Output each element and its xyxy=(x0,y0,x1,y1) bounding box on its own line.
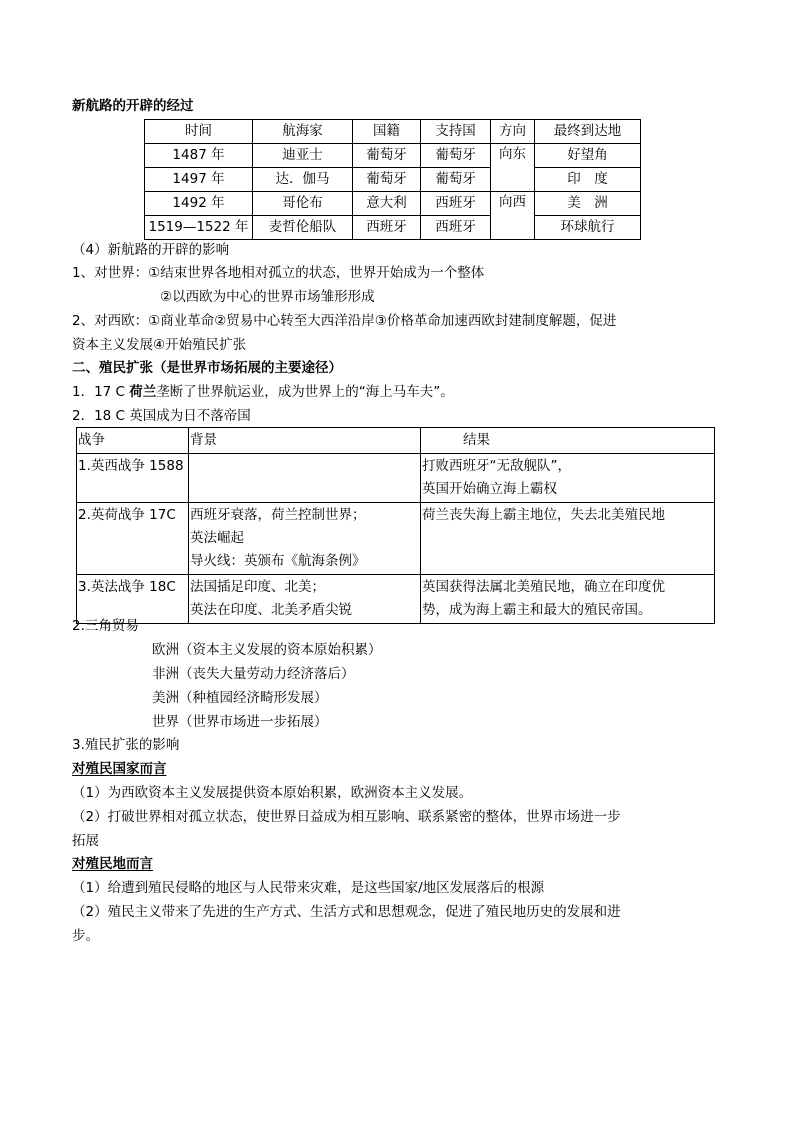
cell-war: 2.英荷战争 17C xyxy=(77,503,189,575)
colony-point-1: （1）给遭到殖民侵略的地区与人民带来灾难，是这些国家/地区发展落后的根源 xyxy=(72,880,545,896)
result-line: 势，成为海上霸主和最大的殖民帝国。 xyxy=(422,602,652,618)
background-line: 英法崛起 xyxy=(190,530,244,546)
cell-direction-west: 向西 xyxy=(491,192,535,240)
cell-destination: 好望角 xyxy=(535,144,641,168)
cell-nationality: 西班牙 xyxy=(353,216,421,240)
cell-navigator: 达．伽马 xyxy=(253,168,353,192)
header-result: 结果 xyxy=(421,428,715,454)
result-line: 荷兰丧失海上霸主地位，失去北美殖民地 xyxy=(422,507,665,523)
cell-nationality: 葡萄牙 xyxy=(353,168,421,192)
cell-destination: 印 度 xyxy=(535,168,641,192)
colonizer-point-2-line2: 拓展 xyxy=(72,833,99,849)
cell-time: 1497 年 xyxy=(145,168,253,192)
list-item: 世界（世界市场进一步拓展） xyxy=(152,714,328,730)
cell-sponsor: 葡萄牙 xyxy=(421,144,491,168)
impact-world-line xyxy=(72,267,484,281)
table-row xyxy=(77,454,715,503)
cell-time: 1519—1522 年 xyxy=(145,216,253,240)
list-item: 非洲（丧失大量劳动力经济落后） xyxy=(152,666,355,682)
header-destination: 最终到达地 xyxy=(535,120,641,144)
header-war: 战争 xyxy=(77,428,189,454)
impact-world-1: ①结束世界各地相对孤立的状态，世界开始成为一个整体 xyxy=(148,265,485,281)
background-line: 西班牙衰落，荷兰控制世界； xyxy=(190,507,366,523)
voyages-table-header xyxy=(145,120,641,144)
colonizer-point-1: （1）为西欧资本主义发展提供资本原始积累，欧洲资本主义发展。 xyxy=(72,785,473,801)
p1-prefix: 1．17 C xyxy=(72,384,130,400)
cell-background xyxy=(189,503,421,575)
header-direction: 方向 xyxy=(491,120,535,144)
colony-heading: 对殖民地而言 xyxy=(72,856,153,872)
header-background: 背景 xyxy=(189,428,421,454)
impact-world-2: ②以西欧为中心的世界市场雏形形成 xyxy=(160,289,375,305)
cell-result xyxy=(421,454,715,503)
section-title-colonial-expansion: 二、殖民扩张（是世界市场拓展的主要途径） xyxy=(72,360,342,376)
wars-table-header xyxy=(77,428,715,454)
cell-background xyxy=(189,575,421,624)
background-line: 法国插足印度、北美； xyxy=(190,579,325,595)
p1-rest: 垄断了世界航运业，成为世界上的“海上马车夫”。 xyxy=(156,384,454,400)
cell-time: 1487 年 xyxy=(145,144,253,168)
triangle-trade-title: 2.三角贸易 xyxy=(72,618,139,634)
impact-heading: （4）新航路的开辟的影响 xyxy=(72,242,230,258)
cell-background xyxy=(189,454,421,503)
p1-bold: 荷兰 xyxy=(129,384,157,400)
colony-point-2-line1: （2）殖民主义带来了先进的生产方式、生活方式和思想观念，促进了殖民地历史的发展和进 xyxy=(72,904,621,920)
table-row xyxy=(145,144,641,168)
paragraph-dutch xyxy=(72,386,454,400)
table-row xyxy=(145,168,641,192)
colonizer-heading: 对殖民国家而言 xyxy=(72,761,167,777)
cell-result xyxy=(421,575,715,624)
result-line: 英国获得法属北美殖民地，确立在印度优 xyxy=(422,579,665,595)
header-time: 时间 xyxy=(145,120,253,144)
result-line: 英国开始确立海上霸权 xyxy=(422,481,557,497)
cell-destination: 环球航行 xyxy=(535,216,641,240)
cell-sponsor: 葡萄牙 xyxy=(421,168,491,192)
cell-nationality: 葡萄牙 xyxy=(353,144,421,168)
list-item: 欧洲（资本主义发展的资本原始积累） xyxy=(152,642,382,658)
header-navigator: 航海家 xyxy=(253,120,353,144)
colony-point-2-line2: 步。 xyxy=(72,928,99,944)
impact-europe-line1: 2、对西欧：①商业革命②贸易中心转至大西洋沿岸③价格革命加速西欧封建制度解题，促进 xyxy=(72,313,617,329)
cell-direction-east: 向东 xyxy=(491,144,535,192)
table-row xyxy=(145,216,641,240)
cell-time: 1492 年 xyxy=(145,192,253,216)
colonizer-point-2-line1: （2）打破世界相对孤立状态，使世界日益成为相互影响、联系紧密的整体，世界市场进一步 xyxy=(72,809,621,825)
cell-war: 3.英法战争 18C xyxy=(77,575,189,624)
section-title-new-routes: 新航路的开辟的经过 xyxy=(72,98,194,114)
table-row xyxy=(77,575,715,624)
cell-nationality: 意大利 xyxy=(353,192,421,216)
list-item: 美洲（种植园经济畸形发展） xyxy=(152,690,328,706)
effects-title: 3.殖民扩张的影响 xyxy=(72,737,180,753)
background-line: 英法在印度、北美矛盾尖锐 xyxy=(190,602,352,618)
paragraph-britain: 2．18 C 英国成为日不落帝国 xyxy=(72,408,251,424)
wars-table xyxy=(76,427,715,624)
table-row xyxy=(145,192,641,216)
cell-sponsor: 西班牙 xyxy=(421,192,491,216)
cell-sponsor: 西班牙 xyxy=(421,216,491,240)
table-row xyxy=(77,503,715,575)
voyages-table xyxy=(144,119,641,240)
result-line: 打败西班牙“无敌舰队”， xyxy=(422,458,571,474)
background-line: 导火线：英颁布《航海条例》 xyxy=(190,553,366,569)
cell-war: 1.英西战争 1588 xyxy=(77,454,189,503)
cell-destination: 美 洲 xyxy=(535,192,641,216)
impact-europe-line2: 资本主义发展④开始殖民扩张 xyxy=(72,337,247,353)
header-nationality: 国籍 xyxy=(353,120,421,144)
cell-navigator: 哥伦布 xyxy=(253,192,353,216)
header-sponsor: 支持国 xyxy=(421,120,491,144)
impact-world-label: 1、对世界： xyxy=(72,265,149,281)
cell-navigator: 麦哲伦船队 xyxy=(253,216,353,240)
cell-navigator: 迪亚士 xyxy=(253,144,353,168)
cell-result xyxy=(421,503,715,575)
